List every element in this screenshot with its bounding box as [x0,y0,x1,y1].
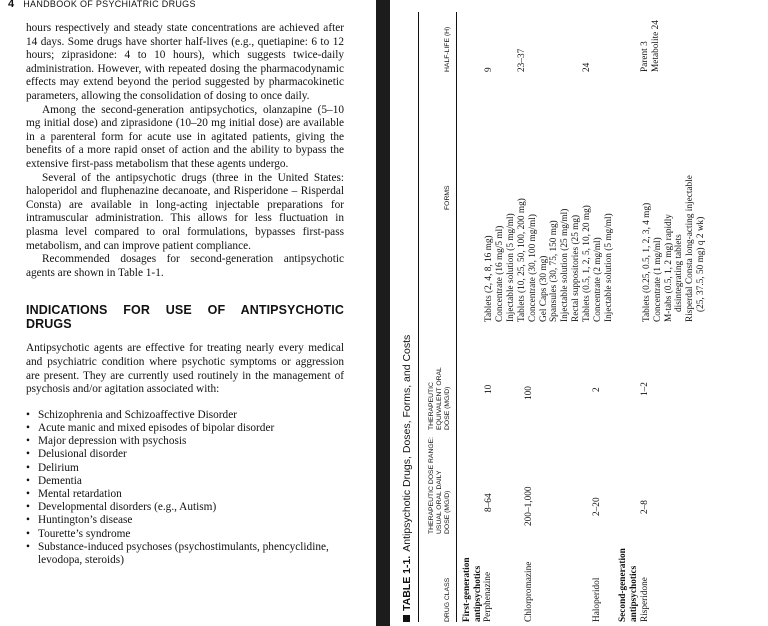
list-item: • Major depression with psychosis [26,435,344,448]
form-line: Injectable solution (25 mg/ml) [560,208,571,322]
drug-name: Risperidone [640,577,650,622]
half-life-line: Parent 3 [640,41,650,72]
drug-name: Haloperidol [592,577,602,622]
table-title-text: Antipsychotic Drugs, Doses, Forms, and Costs [401,334,413,552]
body-text [26,22,344,567]
form-line: Concentrate (1 mg/ml) [652,237,663,322]
form-line: Concentrate (16 mg/5 ml) [494,225,505,322]
forms-cell [484,213,516,322]
list-item: • Huntington’s disease [26,514,344,527]
form-line: Rectal suppositories (25 mg) [570,214,581,322]
drug-name: Perphenazine [483,571,493,622]
header-drug-class: DRUG CLASS [444,577,451,622]
list-item: • Tourette’s syndrome [26,528,344,541]
table-label: TABLE 1-1. [401,555,413,611]
group-name-line: antipsychotics [628,565,639,622]
header-line: DOSE (MG/D) [444,490,451,534]
form-line: Tablets (2, 4, 8, 16 mg) [484,235,494,322]
paragraph: Among the second-generation antipsychotics, olanzapine (5–10 mg initial dose) and ziprasidone (10–20 mg initial dose) are available in a parenteral form for acute use in agitated patients, giving the benefits of a more rapid onset of action and the ability to bypass the extensive first-pass metabolism that these agents undergo. [26,103,344,170]
form-line: Injectable solution (5 mg/ml) [603,213,614,322]
form-line: (25, 37.5, 50 mg) q 2 wk) [695,216,706,312]
dose-range: 2–8 [640,500,650,514]
list-item: • Substance-induced psychoses (psychostimulants, phencyclidine, levodopa, steroids) [26,541,344,567]
header-forms: FORMS [444,185,451,210]
table-top-rule [418,12,419,622]
form-line: disintegrating tablets [674,234,685,312]
group-name-line: First-generation [462,557,472,622]
form-line: Risperdal Consta long-acting injectable [685,175,696,322]
group-second-generation [618,548,640,622]
dose-range: 8–64 [484,493,494,512]
dose-range: 2–20 [592,497,602,516]
list-item: • Developmental disorders (e.g., Autism) [26,501,344,514]
header-line: DOSE (MG/D) [444,386,451,430]
drug-name: Chlorpromazine [524,561,534,622]
header-line: THERAPEUTIC [428,382,435,430]
page-number: 4 [8,0,15,10]
table-title [402,335,413,622]
form-line: Tablets (0.25, 0.5, 1, 2, 3, 4 mg) [642,202,652,322]
running-head-title: HANDBOOK OF PSYCHIATRIC DRUGS [23,0,196,9]
list-item: • Delusional disorder [26,448,344,461]
square-bullet-icon [403,615,410,622]
header-equivalent-dose [428,350,452,430]
group-first-generation [462,557,484,622]
header-line: EQUIVALENT ORAL [436,367,443,430]
equivalent-dose: 10 [484,384,494,394]
header-dose-range [428,422,452,534]
list-item: • Acute manic and mixed episodes of bipolar disorder [26,422,344,435]
header-half-life: HALF-LIFE (H) [444,26,451,72]
form-line: Concentrate (2 mg/ml) [592,237,603,322]
paragraph: hours respectively and steady state concentrations are achieved after 14 days. Some drugs have shorter half-lives (e.g., quetiapine: 6 to 12 hours; ziprasidone: 4 to 10 hours), which suggests twice-daily administration. However, with repeated dosing the pharmacodynamic effects may extend beyond the period suggested by pharmacokinetic parameters, allowing the consolidation of dosing to once daily. [26,22,344,102]
forms-cell [642,175,707,322]
half-life: 9 [484,67,494,72]
section-heading: INDICATIONS FOR USE OF ANTIPSYCHOTIC DRUGS [26,303,344,331]
table-header-rule [456,12,457,622]
equivalent-dose: 1–2 [640,382,650,396]
right-page [390,0,768,626]
table-1-1 [402,12,737,622]
paragraph: Recommended dosages for second-generation antipsychotic agents are shown in Table 1-1. [26,253,344,279]
book-spine [376,0,390,626]
list-item: • Schizophrenia and Schizoaffective Disorder [26,409,344,422]
header-line: THERAPEUTIC DOSE RANGE: [428,436,435,534]
form-line: Tablets (0.5, 1, 2, 5, 10, 20 mg) [582,205,592,322]
equivalent-dose: 100 [524,386,534,400]
header-line: USUAL ORAL DAILY [436,470,443,534]
group-name-line: antipsychotics [472,565,483,622]
forms-cell [517,198,582,322]
half-life: 23–37 [517,48,527,72]
group-name-line: Second-generation [618,548,628,622]
paragraph: Several of the antipsychotic drugs (three in the United States: haloperidol and fluphenazine decanoate, and Risperidone – Risperdal Consta) are available in long-acting injectable preparations for intramuscular administration. This allows for less fluctuation in plasma level compared to oral formulations, bypasses first-pass metabolism, and can improve patient compliance. [26,171,344,252]
half-life-line: Metabolite 24 [650,20,661,72]
dose-range: 200–1,000 [524,486,534,526]
list-item: • Mental retardation [26,488,344,501]
form-line: Concentrate (30, 100 mg/ml) [527,214,538,322]
form-line: Spansules (30, 75, 150 mg) [549,220,560,322]
form-line: M-tabs (0.5, 1, 2 mg) rapidly [663,214,674,322]
form-line: Gel Caps (30 mg) [538,255,549,322]
forms-cell [582,205,614,322]
form-line: Injectable solution (5 mg/ml) [505,213,516,322]
running-head [8,0,196,10]
section-paragraph: Antipsychotic agents are effective for treating nearly every medical and psychiatric condition where psychotic symptoms or aggression are present. They are currently used routinely in the management of psychosis and/or agitation associated with: [26,342,344,396]
equivalent-dose: 2 [592,387,602,392]
list-item: • Dementia [26,475,344,488]
list-item: • Delirium [26,462,344,475]
half-life: 24 [582,62,592,72]
form-line: Tablets (10, 25, 50, 100, 200 mg) [517,198,527,322]
half-life [640,20,662,72]
indication-list [26,409,344,567]
